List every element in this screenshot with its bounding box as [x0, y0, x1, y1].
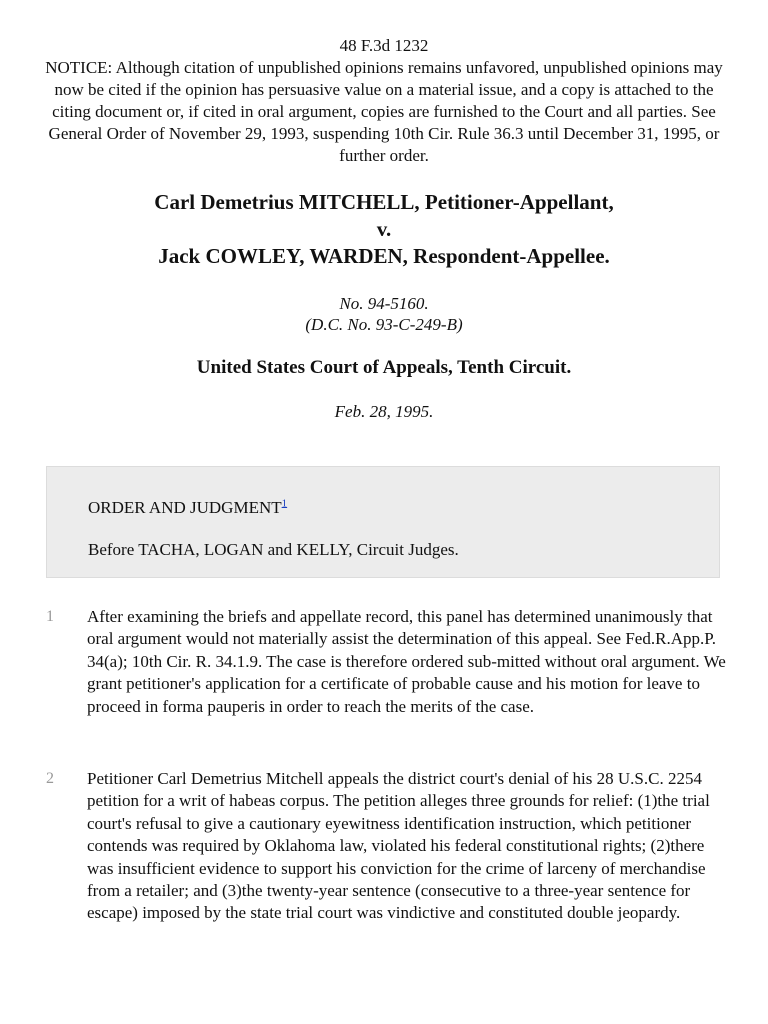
case-citation: 48 F.3d 1232: [339, 36, 429, 55]
order-title-text: ORDER AND JUDGMENT: [88, 498, 282, 517]
citation-notice: NOTICE: Although citation of unpublished opinions remains unfavored, unpublished opinions may now be cited if the opinion has persuasive value on a material issue, and a copy is attached to the citing document or, if cited in oral argument, copies are furnished to the Court and all parties. See General Order of November 29, 1993, suspending 10th Cir. Rule 36.3 until December 31, 1995, or further order.: [45, 58, 723, 165]
petitioner-name: Carl Demetrius MITCHELL, Petitioner-Appellant,: [154, 190, 614, 214]
order-box: [46, 466, 720, 578]
docket-info: [0, 293, 768, 335]
paragraph-text: After examining the briefs and appellate record, this panel has determined unanimously that oral argument would not materially assist the determination of this appeal. See Fed.R.App.P. 34(a); 10th Cir. R. 34.1.9. The case is therefore ordered sub-mitted without oral argument. We grant petitioner's application for a certificate of probable cause and his motion for leave to proceed in forma pauperis in order to reach the merits of the case.: [87, 607, 726, 716]
paragraph-number: 1: [46, 608, 54, 625]
paragraph-number: 2: [46, 770, 54, 787]
decision-date: Feb. 28, 1995.: [334, 402, 434, 421]
footnote-link[interactable]: 1: [281, 497, 288, 510]
versus-label: v.: [376, 217, 392, 241]
order-judges: Before TACHA, LOGAN and KELLY, Circuit Judges.: [88, 540, 459, 559]
district-court-number: (D.C. No. 93-C-249-B): [305, 315, 463, 334]
respondent-name: Jack COWLEY, WARDEN, Respondent-Appellee.: [158, 244, 610, 268]
paragraph-text: Petitioner Carl Demetrius Mitchell appeals the district court's denial of his 28 U.S.C. 2254 petition for a writ of habeas corpus. The petition alleges three grounds for relief: (1)the trial court's refusal to give a cautionary eyewitness identification instruction, which petitioner contends was required by Oklahoma law, violated his federal constitutional rights; (2)there was insufficient evidence to support his conviction for the crime of larceny of merchandise from a retailer; and (3)the twenty-year sentence (consecutive to a three-year sentence for escape) imposed by the state trial court was vindictive and constituted double jeopardy.: [87, 769, 710, 923]
document-header: [44, 0, 724, 167]
court-name: United States Court of Appeals, Tenth Circuit.: [196, 357, 572, 378]
order-title: [88, 497, 287, 518]
docket-number: No. 94-5160.: [339, 294, 429, 313]
case-parties: [0, 189, 768, 270]
